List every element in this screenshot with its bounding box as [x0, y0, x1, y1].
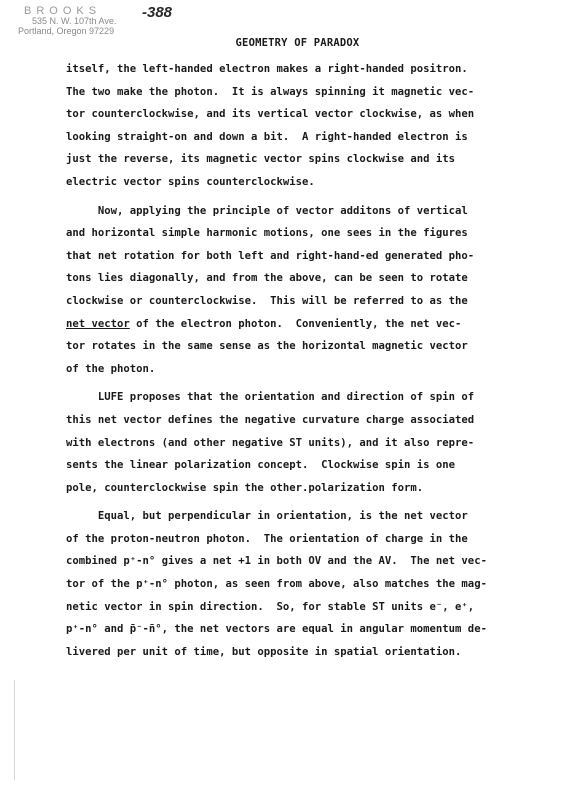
page-title: GEOMETRY OF PARADOX: [235, 37, 360, 49]
paragraph-3: [66, 386, 516, 499]
text-line: just the reverse, its magnetic vector spins clockwise and its: [66, 153, 456, 166]
text-line: of the photon.: [66, 362, 156, 375]
text-line: Now, applying the principle of vector additons of vertical: [66, 204, 468, 217]
text-line: Equal, but perpendicular in orientation, is the net vector: [66, 510, 468, 523]
text-line: clockwise or counterclockwise. This will be referred to as the: [66, 294, 468, 307]
page-number: -388: [142, 4, 173, 21]
paragraph-4: [66, 505, 516, 663]
text-line: livered per unit of time, but opposite in spatial orientation.: [66, 645, 462, 658]
text-line: tons lies diagonally, and from the above, can be seen to rotate: [66, 272, 468, 285]
text-line: combined p⁺-n° gives a net +1 in both OV and the AV. The net vec-: [66, 555, 487, 568]
text-line: looking straight-on and down a bit. A right-handed electron is: [66, 130, 468, 143]
text-line: The two make the photon. It is always spinning it magnetic vec-: [66, 85, 475, 98]
text-line: tor rotates in the same sense as the horizontal magnetic vector: [66, 340, 468, 353]
text-line: netic vector in spin direction. So, for stable ST units e⁻, e⁺,: [66, 600, 475, 613]
text-line: that net rotation for both left and right-hand-ed generated pho-: [66, 249, 475, 262]
text-line: [66, 313, 516, 336]
text-line: itself, the left-handed electron makes a right-handed positron.: [66, 63, 468, 75]
document-body: [66, 58, 516, 663]
paragraph-1: [66, 58, 516, 194]
text-line: tor of the p⁺-n° photon, as seen from above, also matches the mag-: [66, 578, 487, 591]
text-line: p⁺-n° and p̄⁻-n̄°, the net vectors are equal in angular momentum de-: [66, 623, 487, 636]
text-line: and horizontal simple harmonic motions, one sees in the figures: [66, 227, 468, 240]
text-line: pole, counterclockwise spin the other.polarization form.: [66, 481, 424, 494]
underlined-term: net vector: [66, 317, 130, 330]
paragraph-2: [66, 200, 516, 381]
text-line-rest: of the electron photon. Conveniently, the net vec-: [129, 317, 462, 330]
text-line: of the proton-neutron photon. The orientation of charge in the: [66, 532, 468, 545]
stamp-address-line1: 535 N. W. 107th Ave.: [32, 16, 117, 26]
stamp-name: BROOKS: [24, 5, 102, 17]
text-line: this net vector defines the negative curvature charge associated: [66, 413, 475, 426]
stamp-address-line2: Portland, Oregon 97229: [18, 26, 115, 36]
text-line: LUFE proposes that the orientation and direction of spin of: [66, 391, 475, 404]
text-line: electric vector spins counterclockwise.: [66, 175, 315, 188]
text-line: with electrons (and other negative ST units), and it also repre-: [66, 436, 475, 449]
text-line: sents the linear polarization concept. Clockwise spin is one: [66, 459, 456, 472]
text-line: tor counterclockwise, and its vertical vector clockwise, as when: [66, 108, 475, 121]
margin-artifact: [14, 680, 15, 780]
